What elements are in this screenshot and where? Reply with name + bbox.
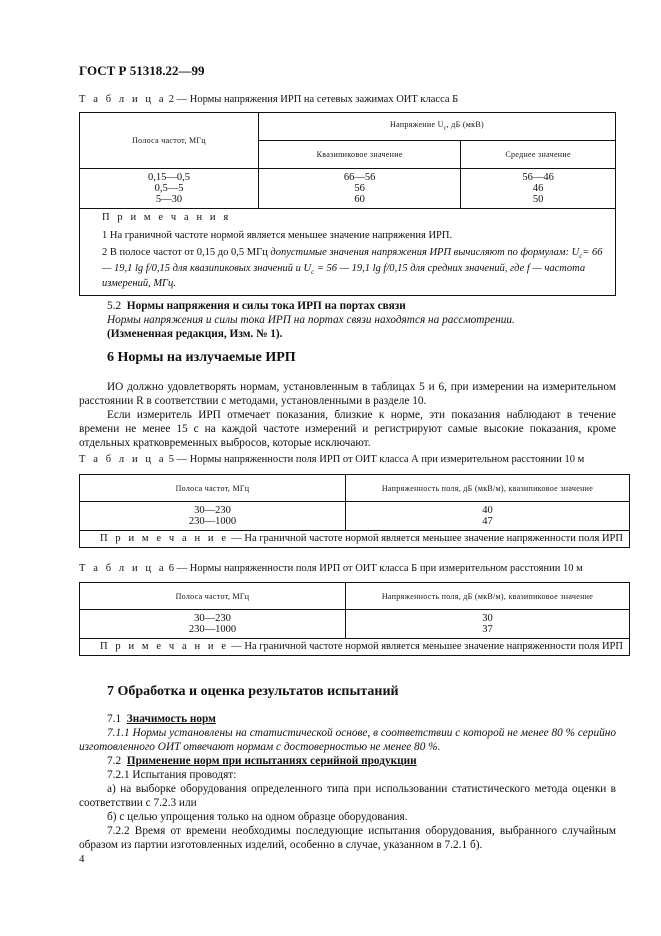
table2-notes xyxy=(80,209,616,296)
section-5-2 xyxy=(107,299,616,341)
s72-num: 7.2 xyxy=(107,755,122,767)
table2-quasi-cell: 66—56 56 60 xyxy=(259,169,461,209)
s722-text: 7.2.2 Время от времени необходимы последующие испытания оборудования, выбранного случайным образом из партии изготовленных изделий, особенно в случае, указанном в 7.2.1 б). xyxy=(79,825,616,851)
table2-header-voltage: Напряжение $U_с$, дБ (мкВ) xyxy=(259,113,616,141)
s52-title: Нормы напряжения и силы тока ИРП на портах связи xyxy=(126,300,406,312)
table2-avg-cell: 56—46 46 50 xyxy=(461,169,616,209)
table6-caption-label: Т а б л и ц а xyxy=(79,563,167,574)
table2-caption xyxy=(79,94,458,105)
s721-item-b: б) с целью упрощения только на одном образце оборудования. xyxy=(107,811,408,823)
table6-header-field: Напряженность поля, дБ (мкВ/м), квазипиковое значение xyxy=(346,583,630,610)
table5-freq-cell: 30—230 230—1000 xyxy=(80,502,346,531)
table2-caption-text: 2 — Нормы напряжения ИРП на сетевых зажимах ОИТ класса Б xyxy=(168,94,459,105)
table6-caption xyxy=(79,563,583,574)
section-7-body xyxy=(79,712,616,852)
table2-caption-label: Т а б л и ц а xyxy=(79,94,167,105)
s71-title: Значимость норм xyxy=(126,713,216,725)
table2-note-1: 1 На граничной частоте нормой является меньшее значение напряжения ИРП. xyxy=(102,229,453,241)
table6-caption-text: 6 — Нормы напряженности поля ИРП от ОИТ класса Б при измерительном расстоянии 10 м xyxy=(168,563,583,574)
table5 xyxy=(79,474,630,548)
table2 xyxy=(79,112,616,296)
s52-num: 5.2 xyxy=(107,300,122,312)
table6-field-cell: 30 37 xyxy=(346,610,630,639)
table5-note: П р и м е ч а н и е — На граничной частоте нормой является меньшее значение напряженности поля ИРП xyxy=(80,531,630,548)
section-6-heading: 6 Нормы на излучаемые ИРП xyxy=(107,350,296,365)
table2-header-quasi: Квазипиковое значение xyxy=(259,141,461,169)
table2-notes-title: П р и м е ч а н и я xyxy=(102,212,231,223)
section-7-heading: 7 Обработка и оценка результатов испытаний xyxy=(107,684,399,699)
table5-header-field: Напряженность поля, дБ (мкВ/м), квазипиковое значение xyxy=(346,475,630,502)
table6-note: П р и м е ч а н и е — На граничной частоте нормой является меньшее значение напряженности поля ИРП xyxy=(80,639,630,656)
table5-caption xyxy=(79,454,584,465)
s721-item-a: а) на выборке оборудования определенного типа при использовании статистического метода оценки в соответствии с 7.2.3 или xyxy=(79,783,616,809)
table5-header-freq: Полоса частот, МГц xyxy=(80,475,346,502)
s711-text: 7.1.1 Нормы установлены на статистической основе, в соответствии с которой не менее 80 % серийно изготовленного ОИТ отвечают нормам с достоверностью не менее 80 %. xyxy=(79,727,616,753)
s52-revision: (Измененная редакция, Изм. № 1). xyxy=(107,328,283,340)
s52-text: Нормы напряжения и силы тока ИРП на портах связи находятся на рассмотрении. xyxy=(107,314,515,326)
s72-title: Применение норм при испытаниях серийной продукции xyxy=(126,755,417,767)
page-number: 4 xyxy=(79,853,85,865)
table2-freq-cell: 0,15—0,5 0,5—5 5—30 xyxy=(80,169,259,209)
table6 xyxy=(79,582,630,656)
table6-header-freq: Полоса частот, МГц xyxy=(80,583,346,610)
table2-header-freq: Полоса частот, МГц xyxy=(80,113,259,169)
document-header: ГОСТ Р 51318.22—99 xyxy=(79,63,205,78)
table2-header-avg: Среднее значение xyxy=(461,141,616,169)
s71-num: 7.1 xyxy=(107,713,122,725)
table5-field-cell: 40 47 xyxy=(346,502,630,531)
table5-caption-label: Т а б л и ц а xyxy=(79,454,167,465)
table2-note-2: 2 В полосе частот от 0,15 до 0,5 МГц допустимые значения напряжения ИРП вычисляют по формулам: $U_с= 66$ — 19,1 lg f/0,15 для квазипиковых значений и $U_с = 56$ — 19,1 lg f/0,15 для средних значений, где f — частота измерений, МГц. xyxy=(102,247,603,290)
table5-caption-text: 5 — Нормы напряженности поля ИРП от ОИТ класса А при измерительном расстоянии 10 м xyxy=(168,454,585,465)
s6-paragraph-1: ИО должно удовлетворять нормам, установленным в таблицах 5 и 6, при измерении на измерительном расстоянии R в соответствии с методами, установленными в разделе 10. xyxy=(79,381,616,407)
s6-paragraph-2: Если измеритель ИРП отмечает показания, близкие к норме, эти показания наблюдают в течение времени не менее 15 с на каждой частоте измерений и регистрируют самые высокие показания, кроме отдельных кратковременных выбросов, которые исключают. xyxy=(79,409,616,449)
section-6-body xyxy=(79,380,616,450)
s721-text: 7.2.1 Испытания проводят: xyxy=(107,769,237,781)
table6-freq-cell: 30—230 230—1000 xyxy=(80,610,346,639)
